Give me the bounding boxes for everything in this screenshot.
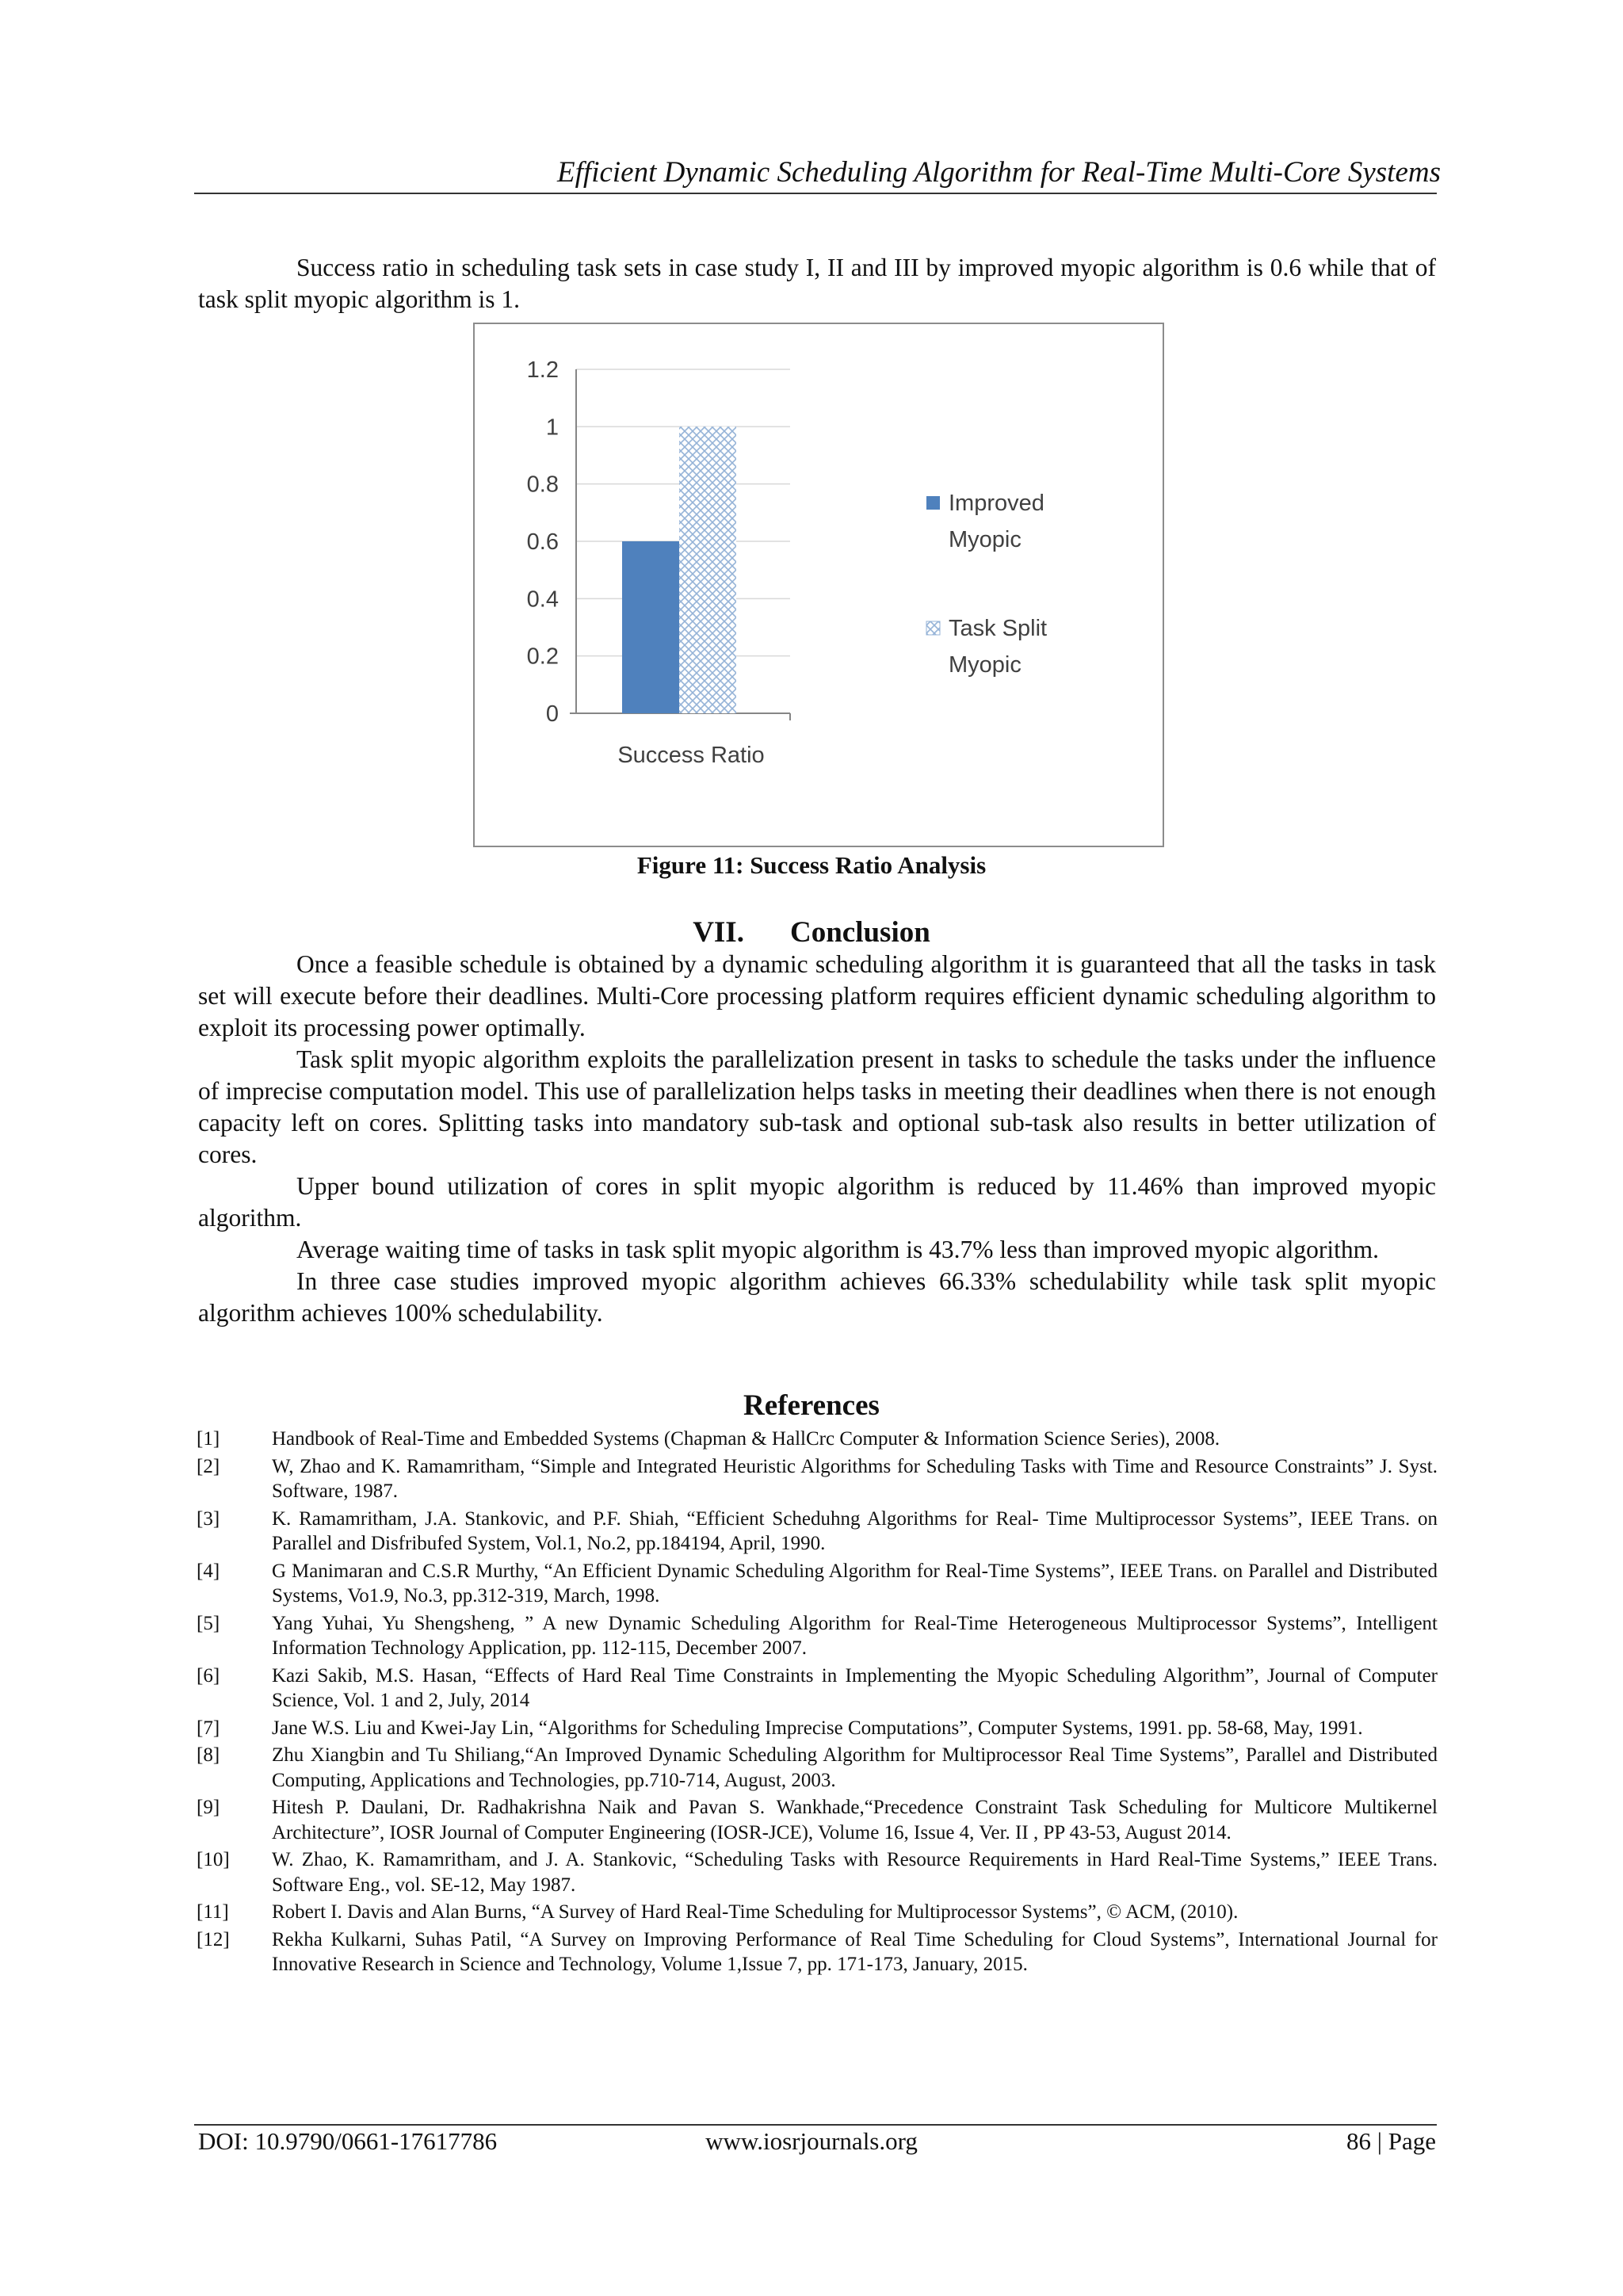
reference-item xyxy=(197,1716,1438,1741)
reference-text: Kazi Sakib, M.S. Hasan, “Effects of Hard Real Time Constraints in Implementing the Myopic Scheduling Algorithm”, Journal of Computer Science, Vol. 1 and 2, July, 2014 xyxy=(272,1664,1438,1711)
y-tick-label: 0.4 xyxy=(526,586,559,613)
footer-page-number: 86 | Page xyxy=(1346,2127,1436,2155)
reference-text: Zhu Xiangbin and Tu Shiliang,“An Improved Dynamic Scheduling Algorithm for Multiprocessor Real Time Systems”, Parallel and Distributed Computing, Applications and Technologies, pp.710-714, August, 2003. xyxy=(272,1744,1438,1791)
reference-item xyxy=(197,1927,1438,1977)
reference-text: K. Ramamritham, J.A. Stankovic, and P.F. Shiah, “Efficient Scheduhng Algorithms for Real- Time Multiprocessor Systems”, IEEE Trans. on Parallel and Disfribufed System, Vol.1, No.2, pp.184194, April, 1990. xyxy=(272,1507,1438,1554)
reference-number: [5] xyxy=(197,1612,220,1634)
footer-rule xyxy=(194,2124,1437,2126)
bar-improved-myopic xyxy=(622,541,679,713)
reference-item xyxy=(197,1559,1438,1609)
y-tick-label: 1 xyxy=(545,415,559,441)
section-heading xyxy=(0,915,1623,949)
conclusion-paragraph: Average waiting time of tasks in task split myopic algorithm is 43.7% less than improved myopic algorithm. xyxy=(296,1236,1379,1263)
reference-item xyxy=(197,1743,1438,1793)
references-heading: References xyxy=(743,1389,880,1422)
reference-item xyxy=(197,1900,1438,1925)
x-category-label: Success Ratio xyxy=(617,743,765,768)
reference-item xyxy=(197,1664,1438,1713)
legend-label: Myopic xyxy=(949,527,1022,552)
y-tick-label: 1.2 xyxy=(526,357,559,383)
y-tick-label: 0.2 xyxy=(526,644,559,670)
reference-number: [2] xyxy=(197,1455,220,1477)
reference-number: [10] xyxy=(197,1849,230,1870)
y-tick-label: 0 xyxy=(545,701,559,727)
chart-svg xyxy=(475,324,1163,846)
section-number: VII. xyxy=(693,916,744,949)
reference-text: Hitesh P. Daulani, Dr. Radhakrishna Naik and Pavan S. Wankhade,“Precedence Constraint Task Scheduling for Multicore Multikernel Architecture”, IOSR Journal of Computer Engineering (IOSR-JCE), Volume 16, Issue 4, Ver. II , PP 43-53, August 2014. xyxy=(272,1797,1438,1843)
conclusion-paragraph: Once a feasible schedule is obtained by a dynamic scheduling algorithm it is guaranteed that all the tasks in task set will execute before their deadlines. Multi-Core processing platform requires efficient dynamic scheduling algorithm to exploit its processing power optimally. xyxy=(198,950,1436,1041)
running-header-title: Efficient Dynamic Scheduling Algorithm for Real-Time Multi-Core Systems xyxy=(557,156,1441,189)
legend-label: Myopic xyxy=(949,652,1022,678)
y-tick-label: 0.8 xyxy=(526,472,559,498)
reference-text: Handbook of Real-Time and Embedded Systems (Chapman & HallCrc Computer & Information Science Series), 2008. xyxy=(272,1428,1220,1450)
reference-number: [8] xyxy=(197,1744,220,1766)
reference-item xyxy=(197,1507,1438,1557)
reference-item xyxy=(197,1454,1438,1504)
conclusion-paragraph: Task split myopic algorithm exploits the parallelization present in tasks to schedule the tasks under the influence of imprecise computation model. This use of parallelization helps tasks in meeting their deadlines when there is not enough capacity left on cores. Splitting tasks into mandatory sub-task and optional sub-task also results in better utilization of cores. xyxy=(198,1045,1436,1168)
reference-number: [11] xyxy=(197,1901,229,1923)
figure-caption: Figure 11: Success Ratio Analysis xyxy=(636,851,987,879)
section-title: Conclusion xyxy=(789,916,930,949)
footer-doi: DOI: 10.9790/0661-17617786 xyxy=(198,2127,498,2155)
y-tick-label: 0.6 xyxy=(526,529,559,555)
reference-text: Rekha Kulkarni, Suhas Patil, “A Survey on Improving Performance of Real Time Scheduling for Cloud Systems”, International Journal for Innovative Research in Science and Technology, Volume 1,Issue 7, pp. 171-173, January, 2015. xyxy=(272,1928,1438,1975)
reference-text: Yang Yuhai, Yu Shengsheng, ” A new Dynamic Scheduling Algorithm for Real-Time Heterogeneous Multiprocessor Systems”, Intelligent Information Technology Application, pp. 112-115, December 2007. xyxy=(272,1612,1438,1659)
footer-website: www.iosrjournals.org xyxy=(705,2127,918,2155)
reference-number: [7] xyxy=(197,1717,220,1739)
bar-task-split-myopic xyxy=(679,426,736,713)
reference-text: Jane W.S. Liu and Kwei-Jay Lin, “Algorithms for Scheduling Imprecise Computations”, Computer Systems, 1991. pp. 58-68, May, 1991. xyxy=(272,1717,1363,1739)
reference-number: [12] xyxy=(197,1928,230,1950)
conclusion-paragraph: In three case studies improved myopic algorithm achieves 66.33% schedulability while task split myopic algorithm achieves 100% schedulability. xyxy=(198,1267,1436,1327)
header-rule xyxy=(194,193,1437,194)
conclusion-text xyxy=(198,949,1436,1329)
reference-number: [4] xyxy=(197,1560,220,1582)
reference-text: G Manimaran and C.S.R Murthy, “An Efficient Dynamic Scheduling Algorithm for Real-Time Systems”, IEEE Trans. on Parallel and Distributed Systems, Vo1.9, No.3, pp.312-319, March, 1998. xyxy=(272,1560,1438,1606)
conclusion-paragraph: Upper bound utilization of cores in split myopic algorithm is reduced by 11.46% than improved myopic algorithm. xyxy=(198,1172,1436,1232)
legend-label: Improved xyxy=(949,491,1044,516)
reference-text: Robert I. Davis and Alan Burns, “A Survey of Hard Real-Time Scheduling for Multiprocessor Systems”, © ACM, (2010). xyxy=(272,1901,1239,1923)
intro-paragraph: Success ratio in scheduling task sets in case study I, II and III by improved myopic algorithm is 0.6 while that of task split myopic algorithm is 1. xyxy=(198,254,1436,313)
reference-number: [9] xyxy=(197,1797,220,1818)
references-list xyxy=(197,1427,1438,1980)
reference-number: [3] xyxy=(197,1507,220,1530)
intro-text xyxy=(198,252,1436,315)
legend-label: Task Split xyxy=(949,616,1048,641)
reference-item xyxy=(197,1427,1438,1452)
reference-item xyxy=(197,1847,1438,1897)
reference-number: [1] xyxy=(197,1428,220,1450)
reference-text: W. Zhao, K. Ramamritham, and J. A. Stankovic, “Scheduling Tasks with Resource Requirements in Hard Real-Time Systems,” IEEE Trans. Software Eng., vol. SE-12, May 1987. xyxy=(272,1849,1438,1896)
reference-item xyxy=(197,1795,1438,1845)
reference-item xyxy=(197,1611,1438,1661)
reference-number: [6] xyxy=(197,1664,220,1687)
legend-swatch xyxy=(926,496,940,510)
reference-text: W, Zhao and K. Ramamritham, “Simple and Integrated Heuristic Algorithms for Scheduling Tasks with Time and Resource Constraints” J. Syst. Software, 1987. xyxy=(272,1455,1438,1502)
success-ratio-chart xyxy=(473,323,1164,847)
legend-swatch xyxy=(926,621,940,635)
